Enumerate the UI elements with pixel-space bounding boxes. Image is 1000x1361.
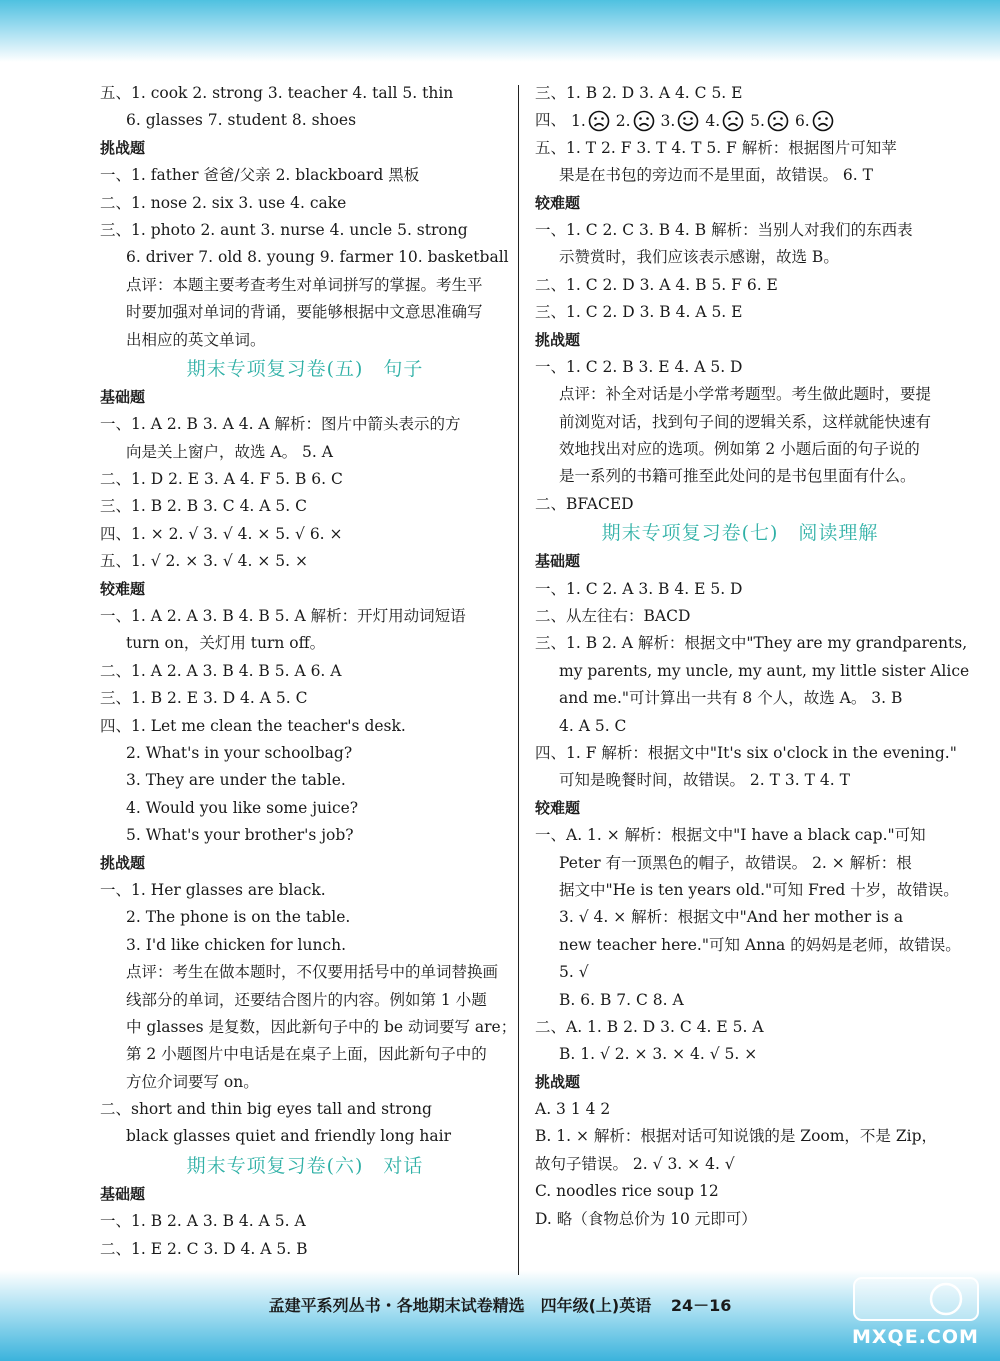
section-label: 较难题 — [100, 579, 146, 598]
answer-line: 一、1. C 2. C 3. B 4. B 解析：当别人对我们的东西表 — [535, 220, 913, 239]
comment-line: 出相应的英文单词。 — [126, 330, 266, 349]
answer-line: 五、1. T 2. F 3. T 4. T 5. F 解析：根据图片可知苹 — [535, 138, 897, 157]
section-label: 基础题 — [100, 387, 146, 406]
series-title: 孟建平系列丛书・各地期末试卷精选 四年级(上)英语 — [268, 1296, 652, 1315]
face-answer-item — [750, 108, 789, 135]
answer-line: 三、1. photo 2. aunt 3. nurse 4. uncle 5. strong — [100, 220, 468, 239]
answer-line: B. 1. √ 2. × 3. × 4. √ 5. × — [559, 1045, 758, 1064]
answer-line: D. 略（食物总价为 10 元即可） — [535, 1209, 757, 1228]
answer-line: 向是关上窗户，故选 A。 5. A — [126, 442, 333, 461]
answer-line: 二、1. A 2. A 3. B 4. B 5. A 6. A — [100, 661, 342, 680]
face-number: 2. — [615, 111, 631, 130]
comment-line: 点评：补全对话是小学常考题型。考生做此题时，要提 — [559, 385, 932, 404]
unit-heading: 期末专项复习卷(五) 句子 — [186, 357, 424, 380]
answer-line: 三、1. C 2. D 3. B 4. A 5. E — [535, 303, 743, 322]
answer-prefix: 四、 — [535, 111, 567, 130]
answer-line: and me."可计算出一共有 8 个人，故选 A。 3. B — [559, 689, 903, 708]
face-number: 1. — [570, 111, 586, 130]
face-answer-item — [616, 108, 655, 135]
answer-line: Peter 有一顶黑色的帽子，故错误。 2. × 解析：根 — [559, 853, 912, 872]
answer-line: 一、1. Her glasses are black. — [100, 880, 326, 899]
answer-line: 三、1. B 2. E 3. D 4. A 5. C — [100, 689, 308, 708]
answer-line: 五、1. cook 2. strong 3. teacher 4. tall 5. thin — [100, 84, 454, 102]
section-label: 挑战题 — [100, 138, 146, 157]
comment-line: 前浏览对话，找到句子间的逻辑关系，这样就能快速有 — [559, 412, 932, 431]
section-label: 基础题 — [535, 552, 581, 571]
comment-line: 点评：本题主要考查考生对单词拼写的掌握。考生平 — [126, 275, 483, 294]
answer-line: 3. I'd like chicken for lunch. — [126, 935, 347, 954]
face-number: 4. — [705, 111, 721, 130]
sad-face-icon — [633, 110, 655, 132]
answer-line: 一、1. A 2. B 3. A 4. A 解析：图片中箭头表示的方 — [100, 415, 461, 434]
face-answers — [571, 108, 834, 135]
answer-line: 二、short and thin big eyes tall and strong — [100, 1100, 432, 1119]
face-answer-item — [661, 108, 700, 135]
answer-line: 三、1. B 2. D 3. A 4. C 5. E — [535, 84, 743, 102]
answer-line: 6. driver 7. old 8. young 9. farmer 10. basketball — [126, 248, 509, 267]
answer-line: B. 6. B 7. C 8. A — [559, 990, 684, 1009]
answer-line: 6. glasses 7. student 8. shoes — [126, 111, 357, 130]
right-column — [535, 80, 970, 1233]
page-number: 24－16 — [670, 1296, 732, 1315]
answer-line: 二、1. nose 2. six 3. use 4. cake — [100, 193, 347, 212]
answer-line: 3. They are under the table. — [126, 771, 346, 790]
comment-line: 第 2 小题图片中电话是在桌子上面，因此新句子中的 — [126, 1045, 487, 1064]
section-label: 挑战题 — [535, 1072, 581, 1091]
section-label: 挑战题 — [535, 330, 581, 349]
answer-line: 2. The phone is on the table. — [126, 908, 351, 927]
comment-line: 线部分的单词，还要结合图片的内容。例如第 1 小题 — [126, 990, 487, 1009]
watermark-text: MXQE.COM — [852, 1326, 979, 1348]
answer-line: 4. A 5. C — [559, 716, 627, 735]
sad-face-icon — [588, 110, 610, 132]
answer-line: 一、A. 1. × 解析：根据文中"I have a black cap."可知 — [535, 826, 926, 845]
answer-line: 一、1. A 2. A 3. B 4. B 5. A 解析：开灯用动词短语 — [100, 607, 466, 626]
answer-line: 四、1. × 2. √ 3. √ 4. × 5. √ 6. × — [100, 524, 343, 543]
left-column — [100, 80, 517, 1263]
answer-line: 可知是晚餐时间，故错误。 2. T 3. T 4. T — [559, 771, 850, 790]
face-answer-line — [535, 107, 945, 134]
answer-line: 二、A. 1. B 2. D 3. C 4. E 5. A — [535, 1017, 764, 1036]
comment-line: 效地找出对应的选项。例如第 2 小题后面的句子说的 — [559, 440, 920, 459]
answer-line: 示赞赏时，我们应该表示感谢，故选 B。 — [559, 248, 839, 267]
face-answer-item — [571, 108, 610, 135]
face-answer-item — [795, 108, 834, 135]
answer-line: 3. √ 4. × 解析：根据文中"And her mother is a — [559, 908, 904, 927]
answer-line: 二、从左往右：BACD — [535, 607, 691, 626]
answer-line: 果是在书包的旁边而不是里面，故错误。 6. T — [559, 166, 873, 185]
answer-line: turn on，关灯用 turn off。 — [126, 634, 326, 653]
section-label: 挑战题 — [100, 853, 146, 872]
answer-line: C. noodles rice soup 12 — [535, 1182, 719, 1201]
face-number: 5. — [750, 111, 765, 130]
happy-face-icon — [677, 110, 699, 132]
answer-line: A. 3 1 4 2 — [535, 1100, 611, 1119]
column-divider — [518, 85, 519, 1275]
unit-heading: 期末专项复习卷(六) 对话 — [186, 1154, 424, 1177]
sad-face-icon — [767, 110, 789, 132]
answer-line: 三、1. B 2. B 3. C 4. A 5. C — [100, 497, 307, 516]
answer-line: 三、1. B 2. A 解析：根据文中"They are my grandparents, — [535, 634, 968, 653]
answer-line: 二、1. D 2. E 3. A 4. F 5. B 6. C — [100, 470, 343, 489]
face-answer-item — [705, 108, 744, 135]
answer-line: 五、1. √ 2. × 3. √ 4. × 5. × — [100, 552, 309, 571]
answer-line: my parents, my uncle, my aunt, my little sister Alice — [559, 661, 970, 680]
comment-line: 点评：考生在做本题时，不仅要用括号中的单词替换画 — [126, 963, 499, 982]
answer-line: 4. Would you like some juice? — [126, 798, 359, 817]
unit-heading: 期末专项复习卷(七) 阅读理解 — [601, 522, 879, 545]
answer-line: B. 1. × 解析：根据对话可知说饿的是 Zoom，不是 Zip， — [535, 1127, 938, 1146]
answer-line: 5. What's your brother's job? — [126, 826, 354, 845]
answer-line: 故句子错误。 2. √ 3. × 4. √ — [535, 1154, 735, 1173]
top-decor-band — [0, 0, 1000, 62]
answer-line: 一、1. C 2. B 3. E 4. A 5. D — [535, 357, 743, 376]
answer-line: 四、1. F 解析：根据文中"It's six o'clock in the evening." — [535, 743, 957, 762]
answer-line: 二、BFACED — [535, 494, 634, 513]
answer-line: 2. What's in your schoolbag? — [126, 743, 353, 762]
face-number: 3. — [660, 111, 676, 130]
sad-face-icon — [722, 110, 744, 132]
answer-line: 据文中"He is ten years old."可知 Fred 十岁，故错误。 — [559, 880, 959, 899]
answer-line: black glasses quiet and friendly long hair — [126, 1127, 452, 1146]
answer-line: 一、1. father 爸爸/父亲 2. blackboard 黑板 — [100, 166, 420, 185]
comment-line: 方位介词要写 on。 — [126, 1072, 259, 1091]
answer-line: new teacher here."可知 Anna 的妈妈是老师，故错误。 — [559, 935, 961, 954]
comment-line: 是一系列的书籍可推至此处问的是书包里面有什么。 — [559, 467, 916, 486]
answer-line: 二、1. C 2. D 3. A 4. B 5. F 6. E — [535, 275, 778, 294]
section-label: 基础题 — [100, 1184, 146, 1203]
section-label: 较难题 — [535, 193, 581, 212]
face-number: 6. — [794, 111, 810, 130]
sad-face-icon — [812, 110, 834, 132]
comment-line: 时要加强对单词的背诵，要能够根据中文意思准确写 — [126, 303, 483, 322]
answer-line: 四、1. Let me clean the teacher's desk. — [100, 716, 406, 735]
section-label: 较难题 — [535, 798, 581, 817]
comment-line: 中 glasses 是复数，因此新句子中的 be 动词要写 are； — [126, 1017, 517, 1036]
answer-line: 一、1. B 2. A 3. B 4. A 5. A — [100, 1212, 306, 1231]
answer-line: 一、1. C 2. A 3. B 4. E 5. D — [535, 579, 743, 598]
answer-line: 二、1. E 2. C 3. D 4. A 5. B — [100, 1239, 308, 1258]
answer-line: 5. √ — [559, 963, 589, 982]
